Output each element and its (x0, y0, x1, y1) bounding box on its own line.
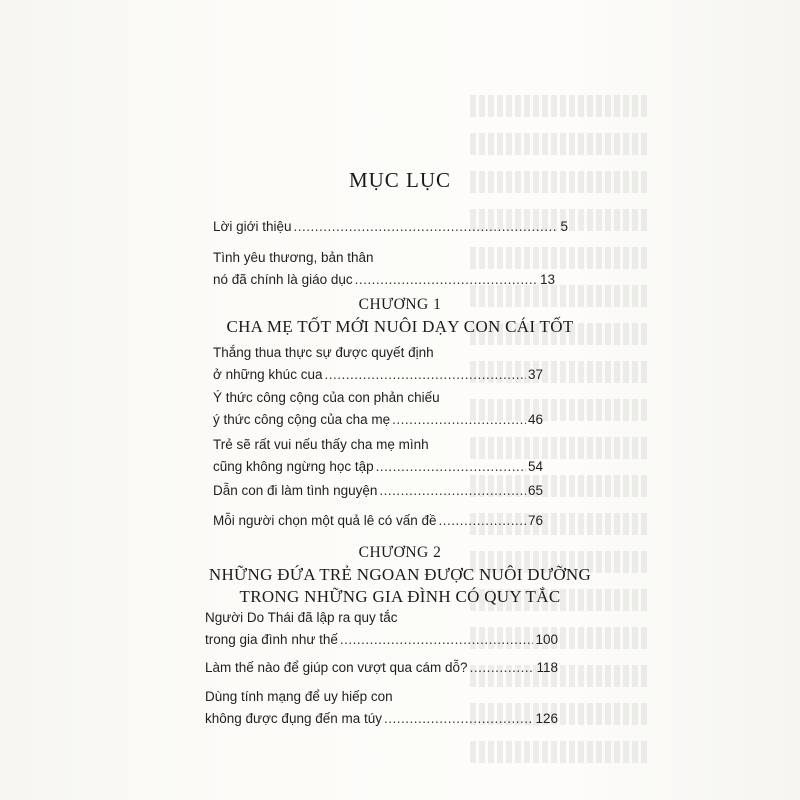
entry-title-line: ý thức công cộng của cha mẹ (213, 412, 391, 427)
entry-title-line: ở những khúc cua (213, 367, 323, 382)
entry-title-line: Ý thức công cộng của con phản chiếu (213, 390, 440, 405)
toc-entry (213, 510, 543, 532)
entry-page: 126 (535, 711, 558, 726)
entry-title-line: nó đã chính là giáo dục (213, 272, 353, 287)
entry-title: Mỗi người chọn một quả lê có vấn đề (213, 513, 437, 528)
entry-page: 54 (527, 459, 543, 474)
toc-entry (213, 247, 555, 291)
entry-page: 100 (535, 632, 558, 647)
chapter-title: CHA MẸ TỐT MỚI NUÔI DẠY CON CÁI TỐT (226, 317, 574, 336)
entry-title-line: trong gia đình như thế (205, 632, 338, 647)
entry-page: 5 (560, 219, 568, 234)
chapter-number: CHƯƠNG 2 (358, 544, 442, 561)
entry-title: Lời giới thiệu (213, 219, 292, 234)
toc-entry (213, 480, 543, 502)
toc-entry (205, 607, 558, 651)
entry-page: 37 (527, 367, 543, 382)
chapter-title-line: NHỮNG ĐỨA TRẺ NGOAN ĐƯỢC NUÔI DƯỠNG (208, 565, 592, 584)
toc-entry (213, 342, 543, 386)
entry-title-line: không được đụng đến ma túy (205, 711, 383, 726)
chapter-title-line: TRONG NHỮNG GIA ĐÌNH CÓ QUY TẮC (239, 587, 561, 606)
entry-title-line: Thắng thua thực sự được quyết định (213, 345, 434, 360)
toc-entry (213, 434, 543, 478)
chapter-number: CHƯƠNG 1 (358, 296, 442, 313)
entry-title-line: cũng không ngừng học tập (213, 459, 374, 474)
entry-page: 118 (536, 660, 558, 675)
chapter-heading (0, 296, 800, 338)
entry-title-line: Tình yêu thương, bản thân (213, 250, 374, 265)
toc-entry (213, 216, 568, 238)
toc-entry (213, 387, 543, 431)
entry-title-line: Người Do Thái đã lập ra quy tắc (205, 610, 398, 625)
toc-entry (205, 686, 558, 730)
entry-page: 76 (527, 513, 543, 528)
entry-title-line: Trẻ sẽ rất vui nếu thấy cha mẹ mình (213, 437, 429, 452)
entry-title: Làm thế nào để giúp con vượt qua cám dỗ? (205, 660, 468, 675)
entry-title: Dẫn con đi làm tình nguyện (213, 483, 378, 498)
chapter-heading (0, 544, 800, 608)
entry-page: 46 (527, 412, 543, 427)
entry-title-line: Dùng tính mạng để uy hiếp con (205, 689, 393, 704)
entry-page: 65 (527, 483, 543, 498)
entry-page: 13 (539, 272, 555, 287)
toc-entry (205, 657, 558, 679)
toc-title: MỤC LỤC (348, 168, 452, 192)
